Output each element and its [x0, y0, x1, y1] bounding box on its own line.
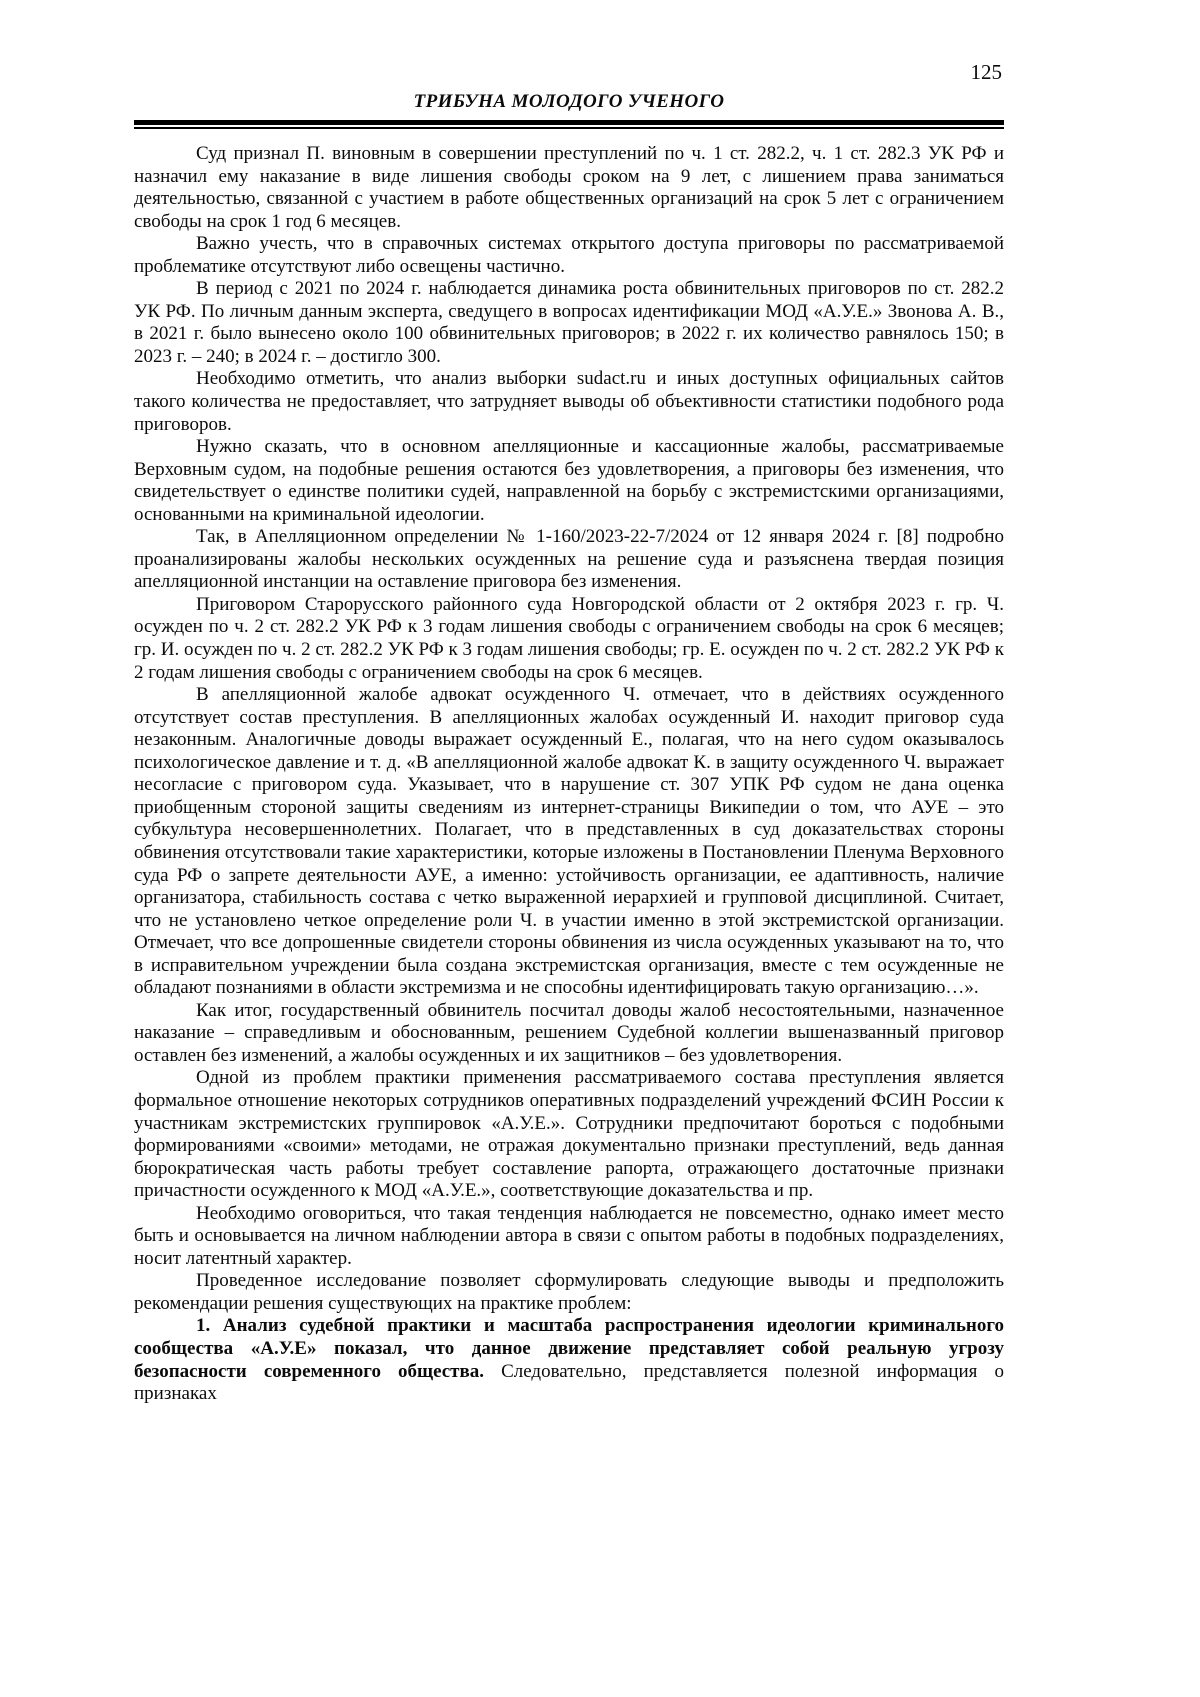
conclusion-item-1-rest: Следовательно, представляется полезной информация о признаках: [134, 1360, 1004, 1405]
paragraph: В апелляционной жалобе адвокат осужденного Ч. отмечает, что в действиях осужденного отсутствует состав преступления. В апелляционных жалобах осужденный И. находит приговор суда незаконным. Аналогичные доводы выражает осужденный Е., полагая, что на него судом оказывалось психологическое давление и т. д. «В апелляционной жалобе адвокат К. в защиту осужденного Ч. выражает несогласие с приговором суда. Указывает, что в нарушение ст. 307 УПК РФ судом не дана оценка приобщенным стороной защиты сведениям из интернет-страницы Википедии о том, что АУЕ – это субкультура несовершеннолетних. Полагает, что в представленных в суд доказательствах стороны обвинения отсутствовали такие характеристики, которые изложены в Постановлении Пленума Верховного суда РФ о запрете деятельности АУЕ, а именно: устойчивость организации, ее адаптивность, наличие организатора, стабильность состава с четко выраженной иерархией и групповой дисциплиной. Считает, что не установлено четкое определение роли Ч. в участии именно в этой экстремистской организации. Отмечает, что все допрошенные свидетели стороны обвинения из числа осужденных указывают на то, что в исправительном учреждении была создана экстремистская организация, вместе с тем осужденные не обладают познаниями в области экстремизма и не способны идентифицировать такую организацию…».: [134, 684, 1004, 999]
paragraph: Нужно сказать, что в основном апелляционные и кассационные жалобы, рассматриваемые Верховным судом, на подобные решения остаются без удовлетворения, а приговоры без изменения, что свидетельствует о единстве политики судей, направленной на борьбу с экстремистскими организациями, основанными на криминальной идеологии.: [134, 436, 1004, 525]
paragraph: Необходимо отметить, что анализ выборки sudact.ru и иных доступных официальных сайтов такого количества не предоставляет, что затрудняет выводы об объективности статистики подобного рода приговоров.: [134, 368, 1004, 435]
paragraph: Необходимо оговориться, что такая тенденция наблюдается не повсеместно, однако имеет место быть и основывается на личном наблюдении автора в связи с опытом работы в подобных подразделениях, носит латентный характер.: [134, 1202, 1004, 1269]
paragraph-conclusion-1: [134, 1315, 1004, 1405]
header-double-rule: [134, 120, 1004, 129]
paragraph: Важно учесть, что в справочных системах открытого доступа приговоры по рассматриваемой проблематике отсутствуют либо освещены частично.: [134, 233, 1004, 277]
conclusion-item-1-lead: 1. Анализ судебной практики и масштаба распространения идеологии криминального сообщества «А.У.Е» показал, что данное движение представляет собой реальную угрозу безопасности современного общества.: [134, 1315, 1004, 1382]
paragraph: Как итог, государственный обвинитель посчитал доводы жалоб несостоятельными, назначенное наказание – справедливым и обоснованным, решением Судебной коллегии вышеназванный приговор оставлен без изменений, а жалобы осужденных и их защитников – без удовлетворения.: [134, 999, 1004, 1066]
running-head-title: ТРИБУНА МОЛОДОГО УЧЕНОГО: [413, 91, 725, 112]
page-number: 125: [970, 60, 1002, 84]
paragraph: Одной из проблем практики применения рассматриваемого состава преступления является формальное отношение некоторых сотрудников оперативных подразделений учреждений ФСИН России к участникам экстремистских группировок «А.У.Е.». Сотрудники предпочитают бороться с подобными формированиями «своими» методами, не отражая документально признаки преступлений, ведь данная бюрократическая часть работы требует составление рапорта, отражающего достаточные признаки причастности осужденного к МОД «А.У.Е.», соответствующие доказательства и пр.: [134, 1067, 1004, 1202]
paragraph: Так, в Апелляционном определении № 1-160/2023-22-7/2024 от 12 января 2024 г. [8] подробно проанализированы жалобы нескольких осужденных на решение суда и разъяснена твердая позиция апелляционной инстанции на оставление приговора без изменения.: [134, 526, 1004, 593]
paragraph: Приговором Старорусского районного суда Новгородской области от 2 октября 2023 г. гр. Ч. осужден по ч. 2 ст. 282.2 УК РФ к 3 годам лишения свободы с ограничением свободы на срок 6 месяцев; гр. И. осужден по ч. 2 ст. 282.2 УК РФ к 3 годам лишения свободы; гр. Е. осужден по ч. 2 ст. 282.2 УК РФ к 2 годам лишения свободы с ограничением свободы на срок 6 месяцев.: [134, 593, 1004, 683]
paragraph: Проведенное исследование позволяет сформулировать следующие выводы и предположить рекомендации решения существующих на практике проблем:: [134, 1270, 1004, 1314]
article-body: [134, 143, 1004, 1406]
paragraph: Суд признал П. виновным в совершении преступлений по ч. 1 ст. 282.2, ч. 1 ст. 282.3 УК РФ и назначил ему наказание в виде лишения свободы сроком на 9 лет, с лишением права заниматься деятельностью, связанной с участием в работе общественных организаций на срок 5 лет с ограничением свободы на срок 1 год 6 месяцев.: [134, 143, 1004, 232]
paragraph: В период с 2021 по 2024 г. наблюдается динамика роста обвинительных приговоров по ст. 282.2 УК РФ. По личным данным эксперта, сведущего в вопросах идентификации МОД «А.У.Е.» Звонова А. В., в 2021 г. было вынесено около 100 обвинительных приговоров; в 2022 г. их количество равнялось 150; в 2023 г. – 240; в 2024 г. – достигло 300.: [134, 278, 1004, 367]
